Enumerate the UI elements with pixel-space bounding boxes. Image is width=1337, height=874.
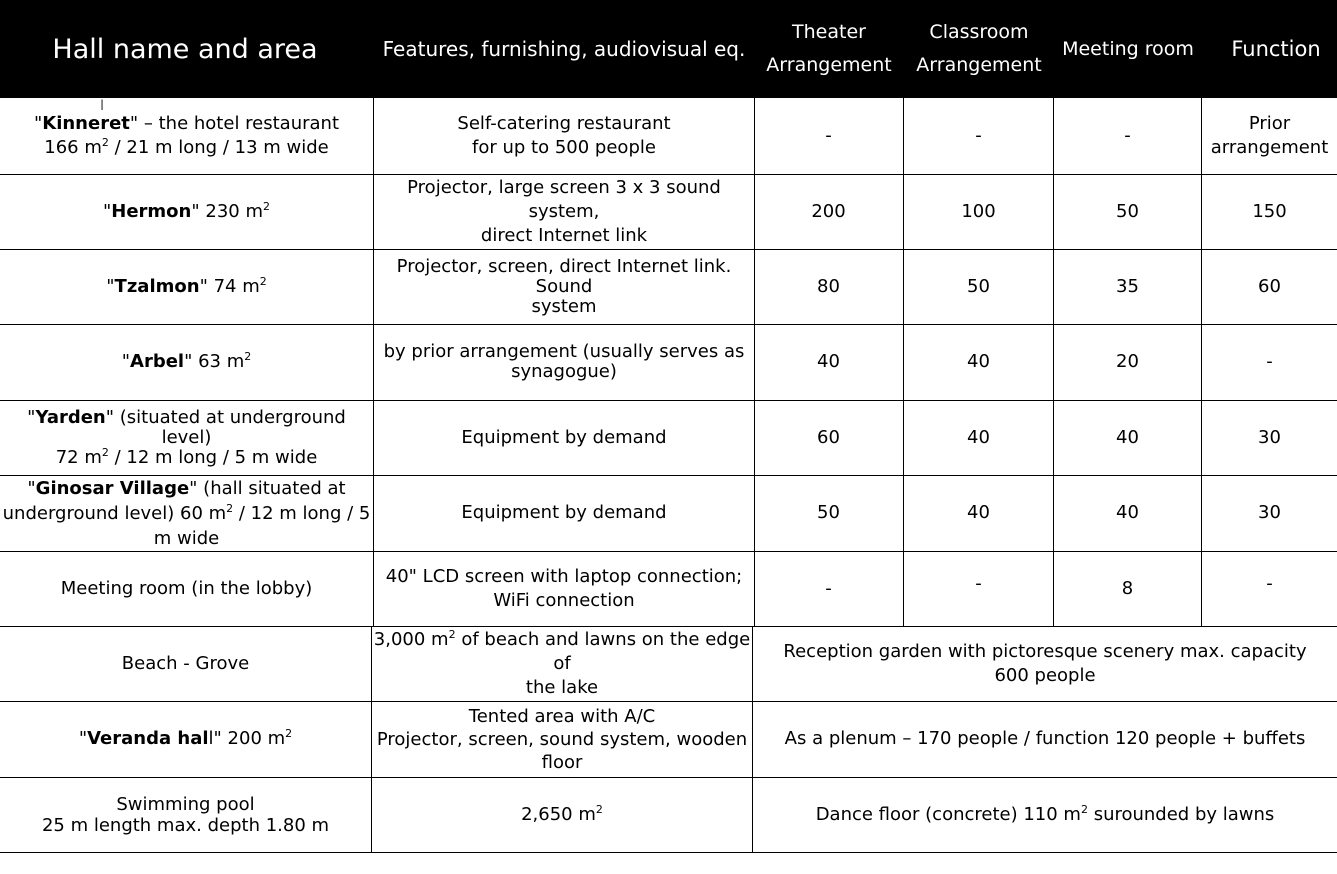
table-row-features: Tented area with A/C Projector, screen, sound system, wooden floor: [376, 705, 748, 773]
table-row-hall-name: "Ginosar Village" (hall situated at underground level) 60 $m^2 / 12$ m long / 5 m wide: [2, 477, 371, 549]
table-cell-classroom: 40: [967, 426, 990, 448]
table-row-features: by prior arrangement (usually serves as synagogue): [383, 341, 745, 382]
table-row-features: Self-catering restaurant for up to 500 people: [457, 113, 671, 158]
table-row-hall-name: Beach - Grove: [121, 652, 250, 674]
header-classroom-line2: Arrangement: [916, 54, 1042, 76]
table-row-features: 2,650 $m^2$: [521, 802, 603, 825]
row-divider: [0, 852, 1337, 853]
table-row-hall-name: "Hermon" 230 $m^2$: [103, 199, 270, 222]
table-cell-classroom: 50: [967, 275, 990, 297]
table-cell-theater: 50: [817, 502, 840, 523]
table-cell-meeting: -: [1124, 125, 1131, 146]
table-cell-theater: 80: [817, 275, 840, 297]
header-theater-line2: Arrangement: [766, 54, 892, 76]
table-cell-function: 150: [1252, 200, 1287, 222]
table-cell-classroom: -: [975, 572, 982, 594]
table-row-features: 40" LCD screen with laptop connection; WiFi connection: [385, 565, 743, 611]
table-row-hall-name: Meeting room (in the lobby): [60, 577, 313, 599]
table-cell-function: -: [1266, 572, 1273, 594]
table-row-hall-name: "Kinneret" – the hotel restaurant 166 $m^2 / 21$ m long / 13 m wide: [33, 113, 340, 158]
table-row-hall-name: "Veranda hall" 200 $m^2$: [78, 727, 293, 749]
table-cell-merged-capacity: As a plenum – 170 people / function 120 people + buffets: [784, 728, 1306, 749]
table-cell-function: 30: [1258, 426, 1281, 448]
table-cell-meeting: 40: [1116, 502, 1139, 523]
header-hall-name: Hall name and area: [52, 33, 318, 65]
header-meeting-room: Meeting room: [1062, 37, 1194, 60]
table-cell-function: 60: [1258, 275, 1281, 297]
table-row-hall-name: Swimming pool 25 m length max. depth 1.80 m: [41, 793, 330, 836]
table-cell-theater: 40: [817, 351, 840, 372]
table-cell-theater: -: [825, 577, 832, 599]
table-row-features: Projector, large screen 3 x 3 sound system, direct Internet link: [407, 176, 721, 246]
table-row-hall-name: "Arbel" 63 $m^2$: [121, 350, 252, 372]
table-cell-theater: -: [825, 125, 832, 146]
table-cell-meeting: 40: [1116, 426, 1139, 448]
header-classroom: [904, 0, 1054, 98]
table-cell-function: 30: [1258, 502, 1281, 523]
header-function: Function: [1231, 36, 1321, 61]
table-cell-function: Prior arrangement: [1210, 113, 1329, 158]
table-cell-meeting: 35: [1116, 275, 1139, 297]
table-cell-meeting: 20: [1116, 351, 1139, 372]
table-cell-merged-capacity: Reception garden with pictoresque scenery max. capacity 600 people: [783, 640, 1307, 686]
header-classroom-line1: Classroom: [929, 21, 1029, 43]
table-row-hall-name: "Tzalmon" 74 $m^2$: [106, 274, 267, 297]
header-theater: [754, 0, 904, 98]
table-cell-classroom: -: [975, 125, 982, 146]
table-row-features: Equipment by demand: [461, 426, 667, 448]
header-theater-line1: Theater: [792, 21, 866, 43]
table-row-features: 3,000 $m^2$ of beach and lawns on the edge of the lake: [373, 627, 751, 698]
table-cell-classroom: 40: [967, 351, 990, 372]
table-cell-meeting: 8: [1121, 577, 1134, 599]
table-row-hall-name: "Yarden" (situated at underground level) 72 $m^2 / 12$ m long / 5 m wide: [27, 406, 346, 468]
table-cell-function: -: [1266, 351, 1273, 372]
table-row-features: Equipment by demand: [461, 502, 667, 523]
table-cell-classroom: 40: [967, 502, 990, 523]
text-cursor-icon: I: [100, 98, 105, 114]
table-cell-classroom: 100: [961, 200, 996, 222]
table-cell-theater: 60: [817, 426, 840, 448]
table-cell-theater: 200: [811, 200, 846, 222]
table-row-features: Projector, screen, direct Internet link. Sound system: [396, 255, 732, 317]
header-features: Features, furnishing, audiovisual eq.: [382, 36, 746, 61]
table-cell-merged-capacity: Dance floor (concrete) 110 $m^2$ surounded by lawns: [815, 802, 1275, 825]
table-cell-meeting: 50: [1116, 200, 1139, 222]
